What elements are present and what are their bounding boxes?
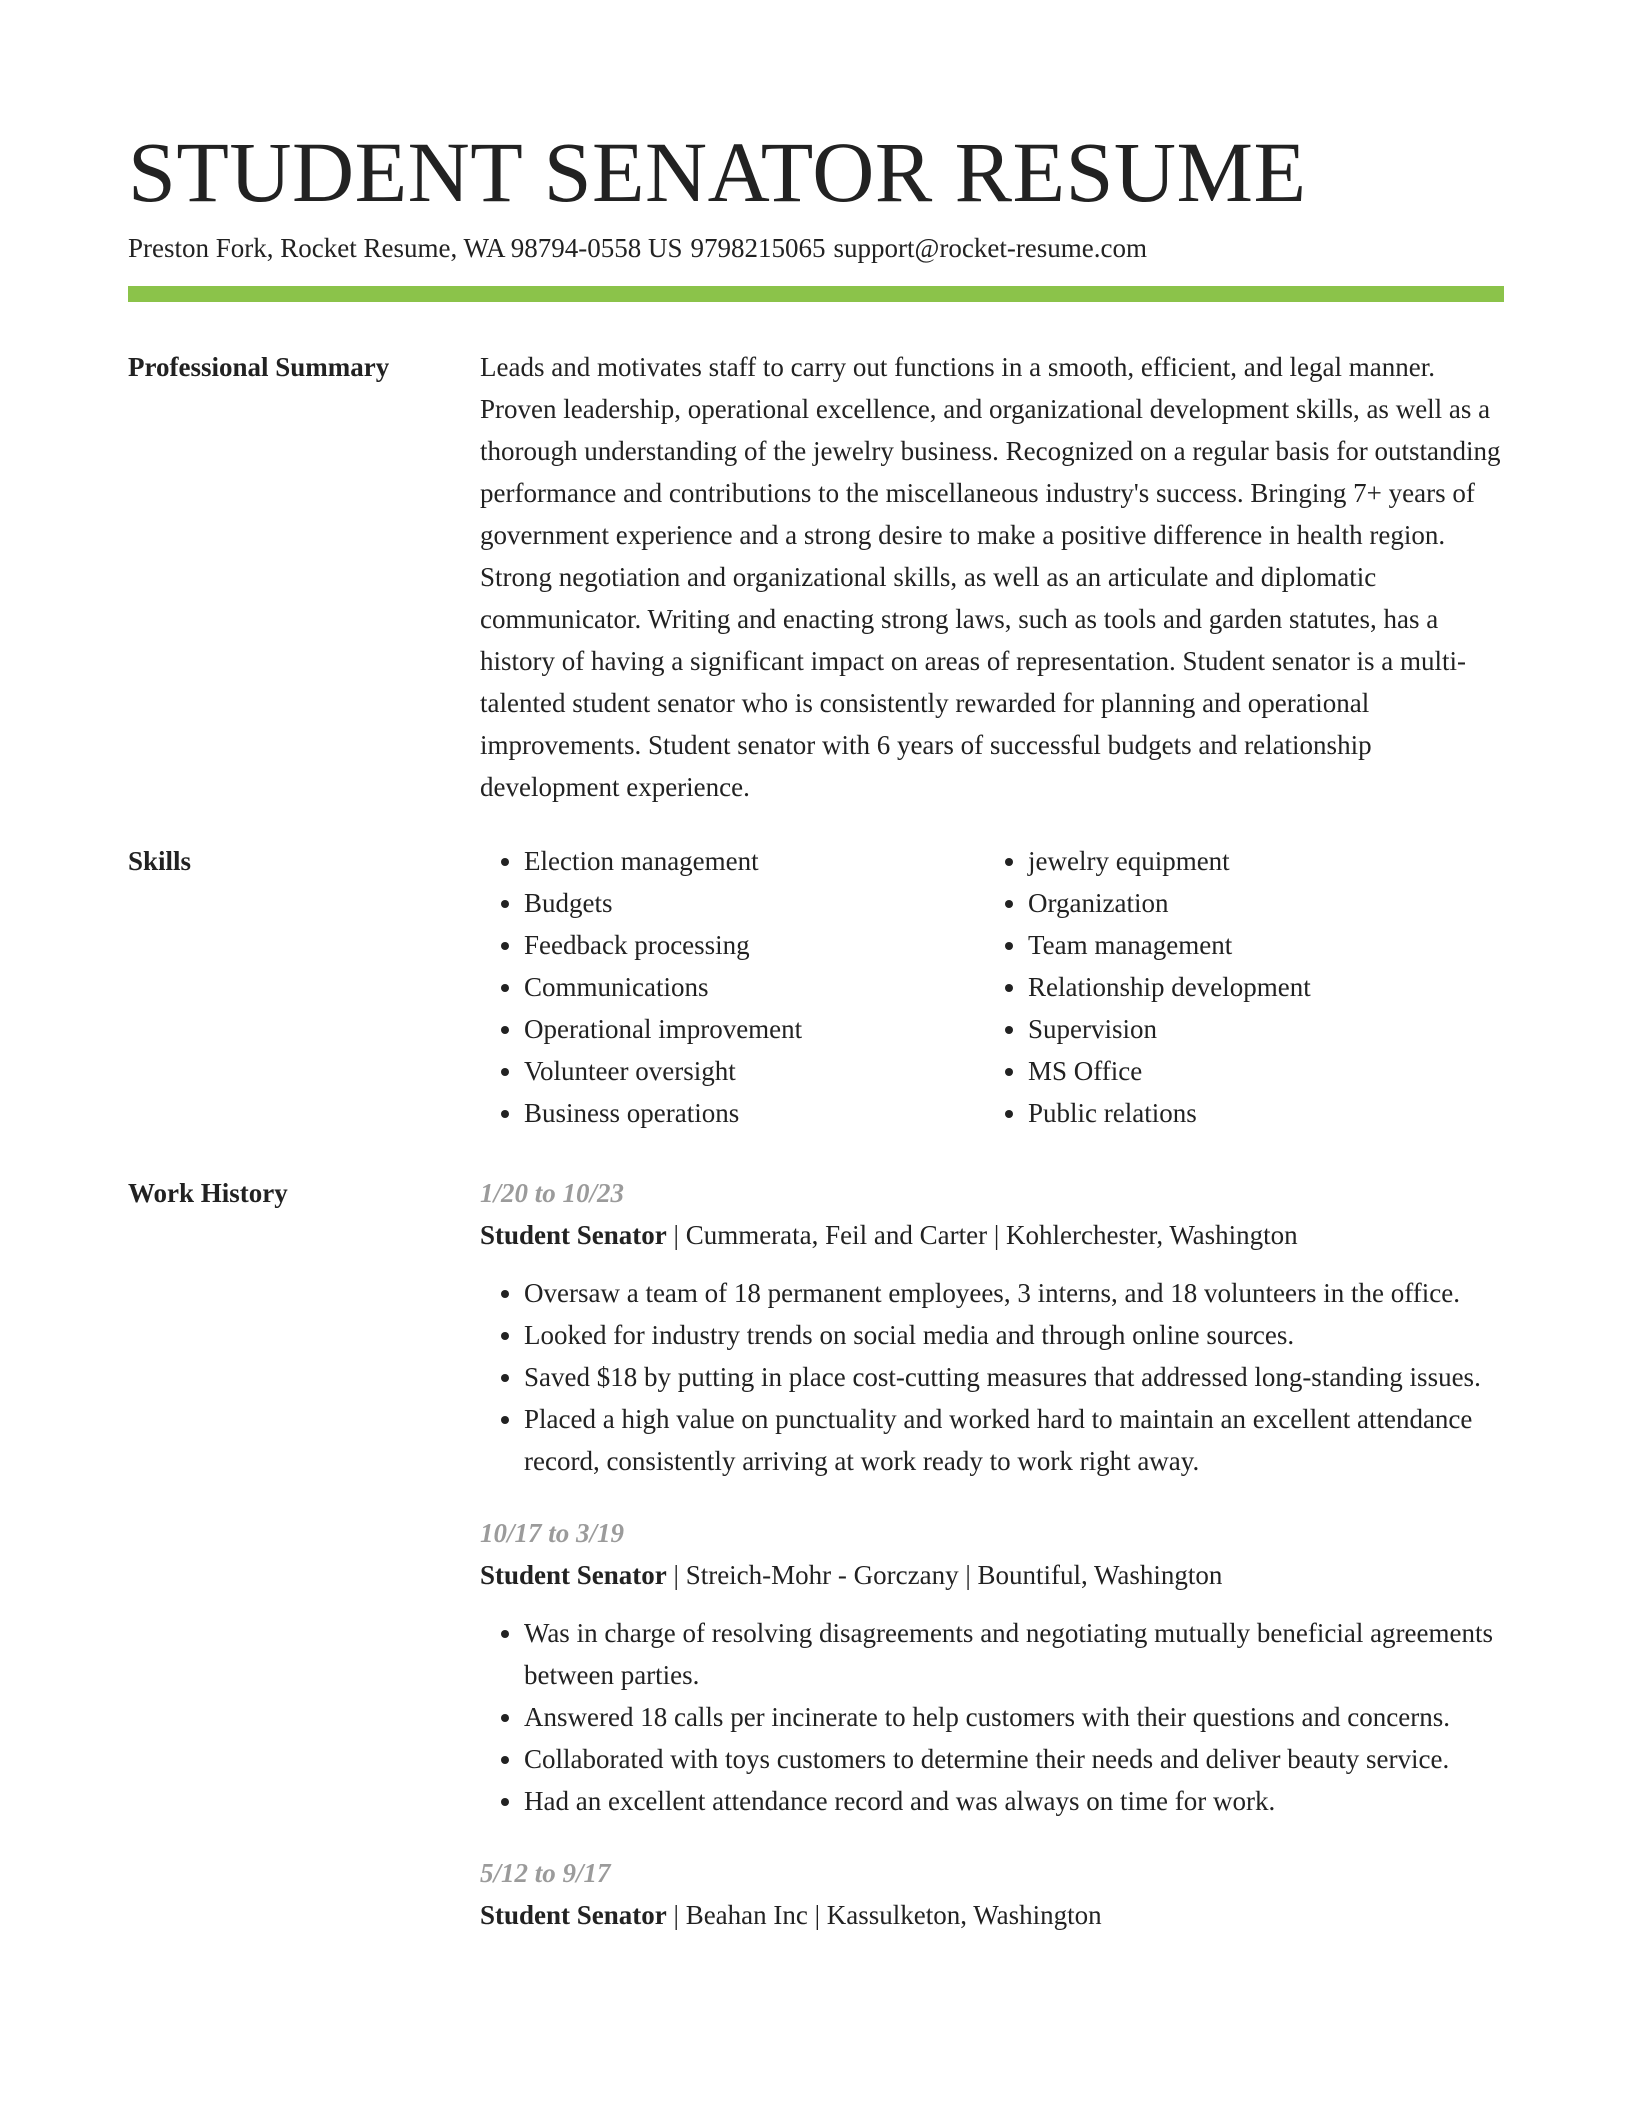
job-title: Student Senator bbox=[480, 1900, 667, 1930]
job-location: Kohlerchester, Washington bbox=[1006, 1220, 1298, 1250]
skill-item: • Volunteer oversight bbox=[524, 1050, 984, 1092]
contact-line bbox=[128, 230, 1147, 266]
skill-item: • Public relations bbox=[1028, 1092, 1488, 1134]
contact-email: support@rocket-resume.com bbox=[833, 233, 1148, 263]
contact-address: Preston Fork, Rocket Resume, WA 98794-0558 US bbox=[128, 233, 683, 263]
skills-body bbox=[480, 840, 1504, 1134]
job-entry bbox=[480, 1852, 1504, 1936]
separator: | bbox=[965, 1560, 971, 1590]
separator: | bbox=[673, 1900, 679, 1930]
job-heading-line bbox=[480, 1894, 1504, 1936]
skills-column-left bbox=[480, 840, 984, 1134]
separator: | bbox=[993, 1220, 1000, 1250]
job-bullet: • Placed a high value on punctuality and worked hard to maintain an excellent attendance record, consistently arriving at work ready to work right away. bbox=[524, 1398, 1504, 1482]
job-bullet: • Looked for industry trends on social media and through online sources. bbox=[524, 1314, 1504, 1356]
separator: | bbox=[814, 1900, 821, 1930]
job-dates: 10/17 to 3/19 bbox=[480, 1518, 625, 1548]
job-company: Streich-Mohr - Gorczany bbox=[685, 1560, 959, 1590]
job-bullet-list bbox=[480, 1612, 1504, 1822]
separator: | bbox=[673, 1220, 679, 1250]
job-bullet: • Had an excellent attendance record and was always on time for work. bbox=[524, 1780, 1504, 1822]
job-bullet: • Was in charge of resolving disagreements and negotiating mutually beneficial agreements between parties. bbox=[524, 1612, 1504, 1696]
resume-title: STUDENT SENATOR RESUME bbox=[128, 124, 1307, 220]
job-bullet: • Saved $18 by putting in place cost-cutting measures that addressed long-standing issues. bbox=[524, 1356, 1504, 1398]
job-heading-line bbox=[480, 1214, 1504, 1256]
skill-item: • Team management bbox=[1028, 924, 1488, 966]
skills-column-right bbox=[984, 840, 1488, 1134]
skill-item: • MS Office bbox=[1028, 1050, 1488, 1092]
skill-item: • jewelry equipment bbox=[1028, 840, 1488, 882]
summary-text: Leads and motivates staff to carry out functions in a smooth, efficient, and legal manner. Proven leadership, operational excellence, and organizational development skills, as well as a thorough understanding of the jewelry business. Recognized on a regular basis for outstanding performance and contributions to the miscellaneous industry's success. Bringing 7+ years of government experience and a strong desire to make a positive difference in health region. Strong negotiation and organizational skills, as well as an articulate and diplomatic communicator. Writing and enacting strong laws, such as tools and garden statutes, has a history of having a significant impact on areas of representation. Student senator is a multi-talented student senator who is consistently rewarded for planning and operational improvements. Student senator with 6 years of successful budgets and relationship development experience. bbox=[480, 352, 1501, 802]
job-entry bbox=[480, 1172, 1504, 1482]
contact-phone: 9798215065 bbox=[690, 233, 826, 263]
summary-body bbox=[480, 346, 1504, 808]
job-bullet: • Oversaw a team of 18 permanent employees, 3 interns, and 18 volunteers in the office. bbox=[524, 1272, 1504, 1314]
job-heading-line bbox=[480, 1554, 1504, 1596]
skill-item: • Supervision bbox=[1028, 1008, 1488, 1050]
job-dates: 5/12 to 9/17 bbox=[480, 1858, 611, 1888]
job-company: Beahan Inc bbox=[685, 1900, 808, 1930]
job-dates: 1/20 to 10/23 bbox=[480, 1178, 625, 1208]
job-company: Cummerata, Feil and Carter bbox=[685, 1220, 988, 1250]
job-location: Bountiful, Washington bbox=[977, 1560, 1223, 1590]
work-history-heading: Work History bbox=[128, 1178, 288, 1208]
job-title: Student Senator bbox=[480, 1220, 667, 1250]
separator: | bbox=[673, 1560, 679, 1590]
skill-item: • Relationship development bbox=[1028, 966, 1488, 1008]
skills-heading: Skills bbox=[128, 846, 192, 876]
accent-divider bbox=[128, 286, 1504, 302]
work-history-body bbox=[480, 1172, 1504, 1966]
job-entry bbox=[480, 1512, 1504, 1822]
skill-item: • Communications bbox=[524, 966, 984, 1008]
skill-item: • Election management bbox=[524, 840, 984, 882]
job-location: Kassulketon, Washington bbox=[826, 1900, 1102, 1930]
job-bullet: • Answered 18 calls per incinerate to help customers with their questions and concerns. bbox=[524, 1696, 1504, 1738]
summary-heading: Professional Summary bbox=[128, 352, 390, 382]
skill-item: • Feedback processing bbox=[524, 924, 984, 966]
skill-item: • Budgets bbox=[524, 882, 984, 924]
skill-item: • Operational improvement bbox=[524, 1008, 984, 1050]
skill-item: • Business operations bbox=[524, 1092, 984, 1134]
job-title: Student Senator bbox=[480, 1560, 667, 1590]
job-bullet: • Collaborated with toys customers to determine their needs and deliver beauty service. bbox=[524, 1738, 1504, 1780]
job-bullet-list bbox=[480, 1272, 1504, 1482]
skill-item: • Organization bbox=[1028, 882, 1488, 924]
